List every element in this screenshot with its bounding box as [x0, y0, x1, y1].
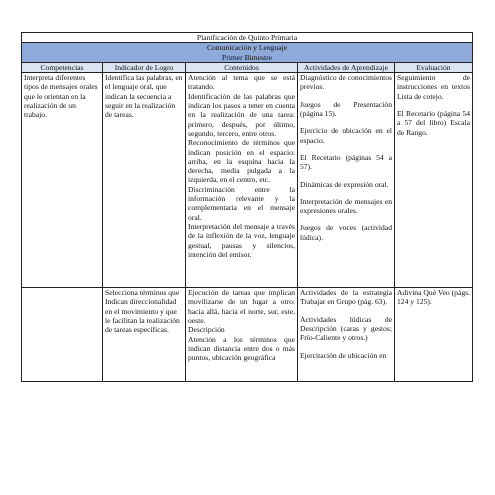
subject-row: [22, 43, 473, 63]
header-competencias: Competencias: [22, 62, 103, 72]
cell-text: Identificación de las palabras que indican los pasos a tener en cuenta en la realización de una tarea: primero, después, por último, segundo, tercero, entre otros.: [188, 91, 295, 138]
cell-text: Selecciona términos que Indican direccionalidad en el movimiento y que le facilitan la realización de tareas específicas.: [105, 288, 180, 335]
cell-text: Atención al tema que se está tratando.: [188, 73, 295, 92]
subject-heading: [22, 43, 473, 63]
cell-text: Interpretación de mensajes en expresiones orales.: [300, 196, 392, 216]
contenidos-cell: [186, 288, 298, 382]
actividades-cell: [298, 288, 395, 382]
title-row: [22, 33, 473, 43]
cell-text: Seguimiento de instrucciones en textos Lista de cotejo.: [397, 73, 471, 101]
actividades-cell: [298, 73, 395, 288]
column-header-row: [22, 62, 473, 72]
cell-text: Interpretación del mensaje a través de la inflexión de la voz, lenguaje gestual, pausas y silencios, intención del emisor.: [188, 221, 295, 259]
cell-text: Interpreta diferentes tipos de mensajes orales que le orientan en la realización de un trabajo.: [24, 73, 98, 120]
evaluacion-cell: [395, 73, 473, 288]
subject-label: Comunicación y Lenguaje: [206, 43, 288, 53]
cell-text: Discriminación entre la información relevante y la complementaria en el mensaje oral.: [188, 184, 295, 222]
contenidos-cell: [186, 73, 298, 288]
cell-text: Descripción: [188, 325, 225, 335]
indicador-cell: [103, 288, 186, 382]
cell-text: El Recetario (páginas 54 a 57).: [300, 152, 392, 172]
cell-text: Identifica las palabras, en el lenguaje oral, que indican la secuencia a seguir en la realización de tareas.: [105, 73, 183, 120]
header-actividades: Actividades de Aprendizaje: [298, 62, 395, 72]
cell-text: Atención a los términos que indican distancia entre dos o más puntos, ubicación geográfica: [188, 334, 295, 363]
cell-text: Ejercicio de ubicación en el espacio.: [300, 126, 392, 145]
table-row: [22, 73, 473, 288]
indicador-cell: [103, 73, 186, 288]
cell-text: Actividades lúdicas de Descripción (caras y gestos; Frío-Caliente y otros.): [300, 314, 392, 343]
table-row: [22, 288, 473, 382]
cell-text: Reconocimiento de términos que indican posición en el espacio: arriba, en la esquina hacia la derecha, media pulgada a la izquierda, en el centro, etc.: [188, 138, 295, 185]
evaluacion-cell: [395, 288, 473, 382]
cell-text: Adivina Qué Veo (págs. 124 y 125).: [397, 288, 471, 307]
planning-table: [21, 32, 473, 382]
cell-text: Actividades de la estrategia Trabajar en Grupo (pág. 63).: [300, 288, 392, 307]
cell-text: Juegos de Presentación (página 15).: [300, 99, 392, 119]
header-indicador: Indicador de Logro: [103, 62, 186, 72]
header-evaluacion: Evaluación: [395, 62, 473, 72]
cell-text: El Recetario (página 54 a 57 del libro) Escala de Rango.: [397, 109, 471, 137]
competencias-cell: [22, 73, 103, 288]
header-contenidos: Contenidos: [186, 62, 298, 72]
competencias-cell: [22, 288, 103, 382]
cell-text: Ejercitación de ubicación en: [300, 350, 387, 360]
cell-text: Ejecución de tareas que implican movilizarse de un lugar a otro: hacia allá, hacia el norte, sur, este, oeste.: [188, 288, 295, 326]
table-title: Planificación de Quinto Primaria: [22, 33, 473, 43]
cell-text: Diagnóstico de conocimientos previos.: [300, 73, 392, 92]
cell-text: Juegos de voces (actividad lúdica).: [300, 223, 392, 242]
cell-text: Dinámicas de expresión oral.: [300, 179, 389, 189]
period-label: Primer Bimestre: [222, 52, 272, 62]
